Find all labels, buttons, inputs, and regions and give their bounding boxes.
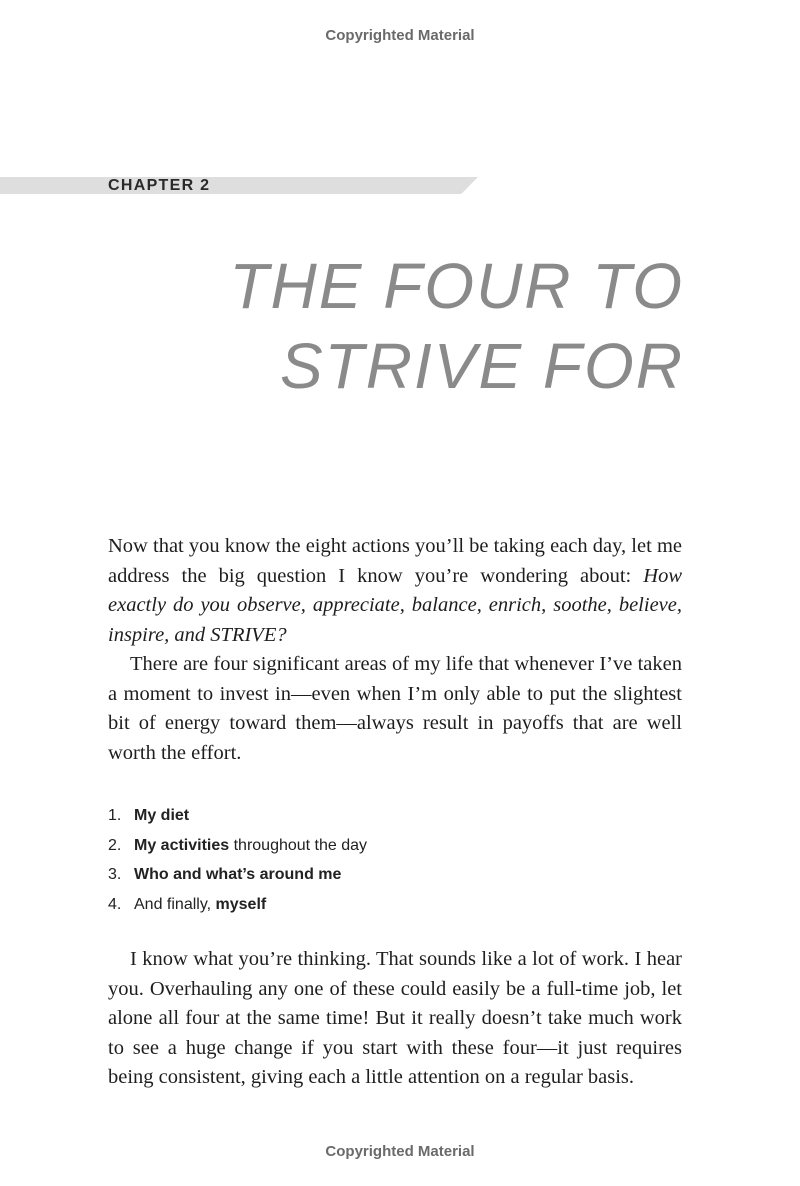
paragraph-1-text: Now that you know the eight actions you’ll be taking each day, let me address the big question I know you’re wondering about: [108, 535, 682, 587]
header-copyright: Copyrighted Material [325, 27, 475, 44]
list-item-number: 4. [108, 895, 122, 913]
list-item-number: 1. [108, 807, 122, 824]
list-item-prefix: And finally, [134, 895, 216, 913]
paragraph-3 [108, 945, 682, 1093]
paragraph-3-text: I know what you’re thinking. That sounds like a lot of work. I hear you. Overhauling any one of these could easily be a full-time job, let alone all four at the same time! But it really doesn’t take much work to see a huge change if you start with these four—it just requires being consistent, giving each a little attention on a regular basis. [108, 948, 682, 1088]
paragraph-2 [108, 650, 682, 768]
list-item-bold: Who and what’s around me [134, 866, 342, 883]
chapter-label: CHAPTER 2 [108, 177, 211, 194]
paragraph-1-question: How exactly do you observe, appreciate, balance, enrich, soothe, believe, inspire, and STRIVE? [108, 564, 682, 646]
list-item [108, 831, 367, 861]
chapter-title-line-1: THE FOUR TO [229, 250, 684, 322]
chapter-bar [0, 177, 478, 194]
chapter-title-line-2: STRIVE FOR [279, 330, 684, 402]
list-item-bold: myself [215, 895, 267, 913]
list-item [108, 890, 367, 920]
paragraph-2-text: There are four significant areas of my life that whenever I’ve taken a moment to invest in—even when I’m only able to put the slightest bit of energy toward them—always result in payoffs that are well worth the effort. [108, 653, 682, 764]
list-item [108, 801, 367, 831]
list-item-number: 2. [108, 836, 122, 854]
list-item-number: 3. [108, 866, 122, 883]
focus-areas-list [108, 801, 367, 919]
list-item-bold: My activities [134, 836, 230, 854]
list-item-bold: My diet [134, 807, 190, 824]
chapter-title [229, 246, 684, 406]
list-item-suffix: throughout the day [229, 836, 368, 854]
list-item [108, 860, 367, 890]
footer-copyright: Copyrighted Material [325, 1143, 475, 1160]
paragraph-1 [108, 532, 682, 650]
